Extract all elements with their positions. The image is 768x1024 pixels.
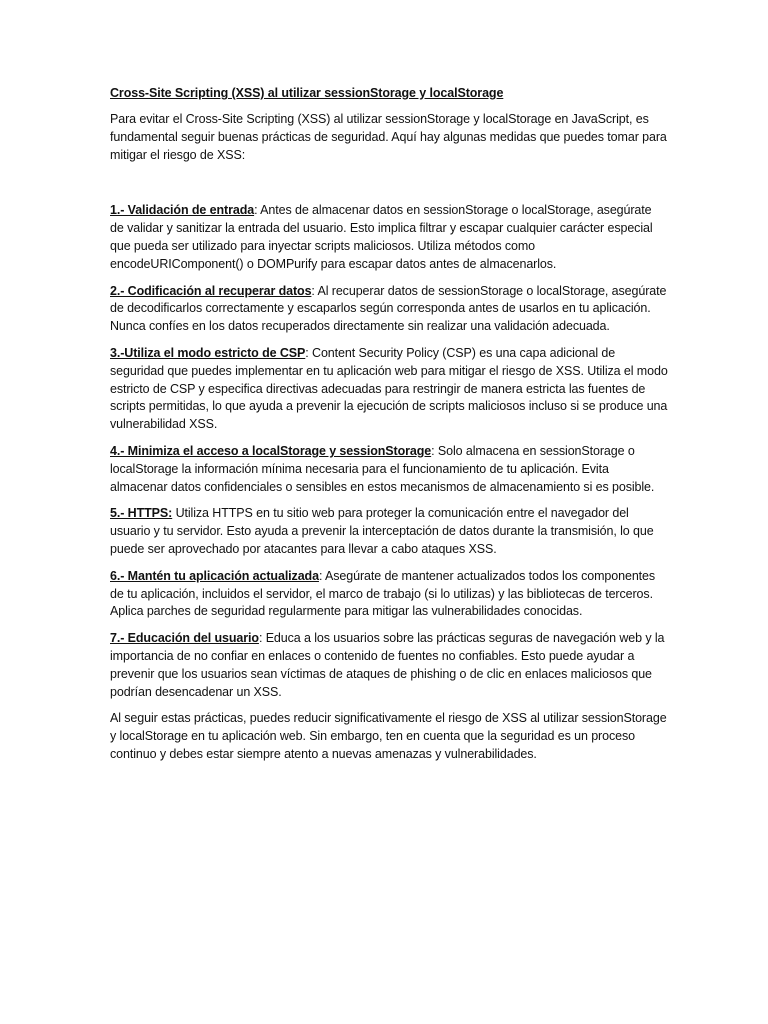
item-validacion-entrada [110,202,668,273]
item-heading: 2.- Codificación al recuperar datos [110,283,312,298]
item-educacion [110,630,668,701]
item-body: Asegúrate de mantener actualizados todos los componentes de tu aplicación, incluidos el servidor, el marco de trabajo (si lo utilizas) y las bibliotecas de terceros. Aplica parches de seguridad regularmente para mitigar las vulnerabilidades conocidas. [110,568,656,619]
item-separator: : [254,203,261,218]
item-separator: : [318,568,326,583]
item-separator: : [311,283,318,298]
conclusion-paragraph: Al seguir estas prácticas, puedes reducir significativamente el riesgo de XSS al utilizar sessionStorage y localStorage en tu aplicación web. Sin embargo, ten en cuenta que la seguridad es un proceso continuo y debes estar siempre atento a nuevas amenazas y vulnerabilidades. [110,711,667,761]
item-body: Antes de almacenar datos en sessionStorage o localStorage, asegúrate de validar y sanitizar la entrada del usuario. Esto implica filtrar y escapar cualquier carácter especial que pueda ser utilizado para inyectar scripts maliciosos. Utiliza métodos como encodeURIComponent() o DOMPurify para escapar datos antes de almacenarlos. [110,203,653,271]
item-heading: 4.- Minimiza el acceso a localStorage y sessionStorage [110,443,432,458]
item-actualizada [110,568,668,621]
document-title: Cross-Site Scripting (XSS) al utilizar sessionStorage y localStorage [110,86,504,100]
item-body: Content Security Policy (CSP) es una capa adicional de seguridad que puedes implementar en tu aplicación web para mitigar el riesgo de XSS. Utiliza el modo estricto de CSP y especifica directivas adecuadas para restringir de manera estricta las fuentes de scripts permitidas, lo que ayuda a prevenir la ejecución de scripts maliciosos incluso si se produce una vulnerabilidad XSS. [110,345,668,432]
intro-paragraph: Para evitar el Cross-Site Scripting (XSS) al utilizar sessionStorage y localStorage en JavaScript, es fundamental seguir buenas prácticas de seguridad. Aquí hay algunas medidas que puedes tomar para mitigar el riesgo de XSS: [110,112,667,162]
item-heading: 3.-Utiliza el modo estricto de CSP [110,345,306,360]
item-body: Educa a los usuarios sobre las prácticas seguras de navegación web y la importancia de no confiar en enlaces o contenido de fuentes no confiables. Esto puede ayudar a prevenir que los usuarios sean víctimas de ataques de phishing o de clic en enlaces maliciosos que podrían desencadenar un XSS. [110,631,665,699]
item-body: Utiliza HTTPS en tu sitio web para proteger la comunicación entre el navegador del usuario y tu servidor. Esto ayuda a prevenir la interceptación de datos durante la transmisión, lo que puede ser aprovechado por atacantes para llevar a cabo ataques XSS. [110,506,654,556]
item-codificacion [110,283,668,336]
item-body: Solo almacena en sessionStorage o localStorage la información mínima necesaria para el funcionamiento de tu aplicación. Evita almacenar datos confidenciales o sensibles en estos mecanismos de almacenamiento si es posible. [110,443,655,494]
item-separator: : [258,631,266,646]
item-separator: : [305,345,313,360]
item-minimiza-acceso [110,443,668,496]
item-heading: 7.- Educación del usuario [110,631,259,646]
item-https [110,505,668,558]
item-body: Al recuperar datos de sessionStorage o localStorage, asegúrate de decodificarlos correctamente y escaparlos según corresponda antes de usarlos en tu aplicación. Nunca confíes en los datos recuperados directamente sin realizar una validación adecuada. [110,283,667,334]
item-heading: 5.- HTTPS: [110,506,173,521]
item-csp [110,345,668,434]
item-separator: : [431,443,438,458]
item-heading: 1.- Validación de entrada [110,203,255,218]
item-heading: 6.- Mantén tu aplicación actualizada [110,568,319,583]
